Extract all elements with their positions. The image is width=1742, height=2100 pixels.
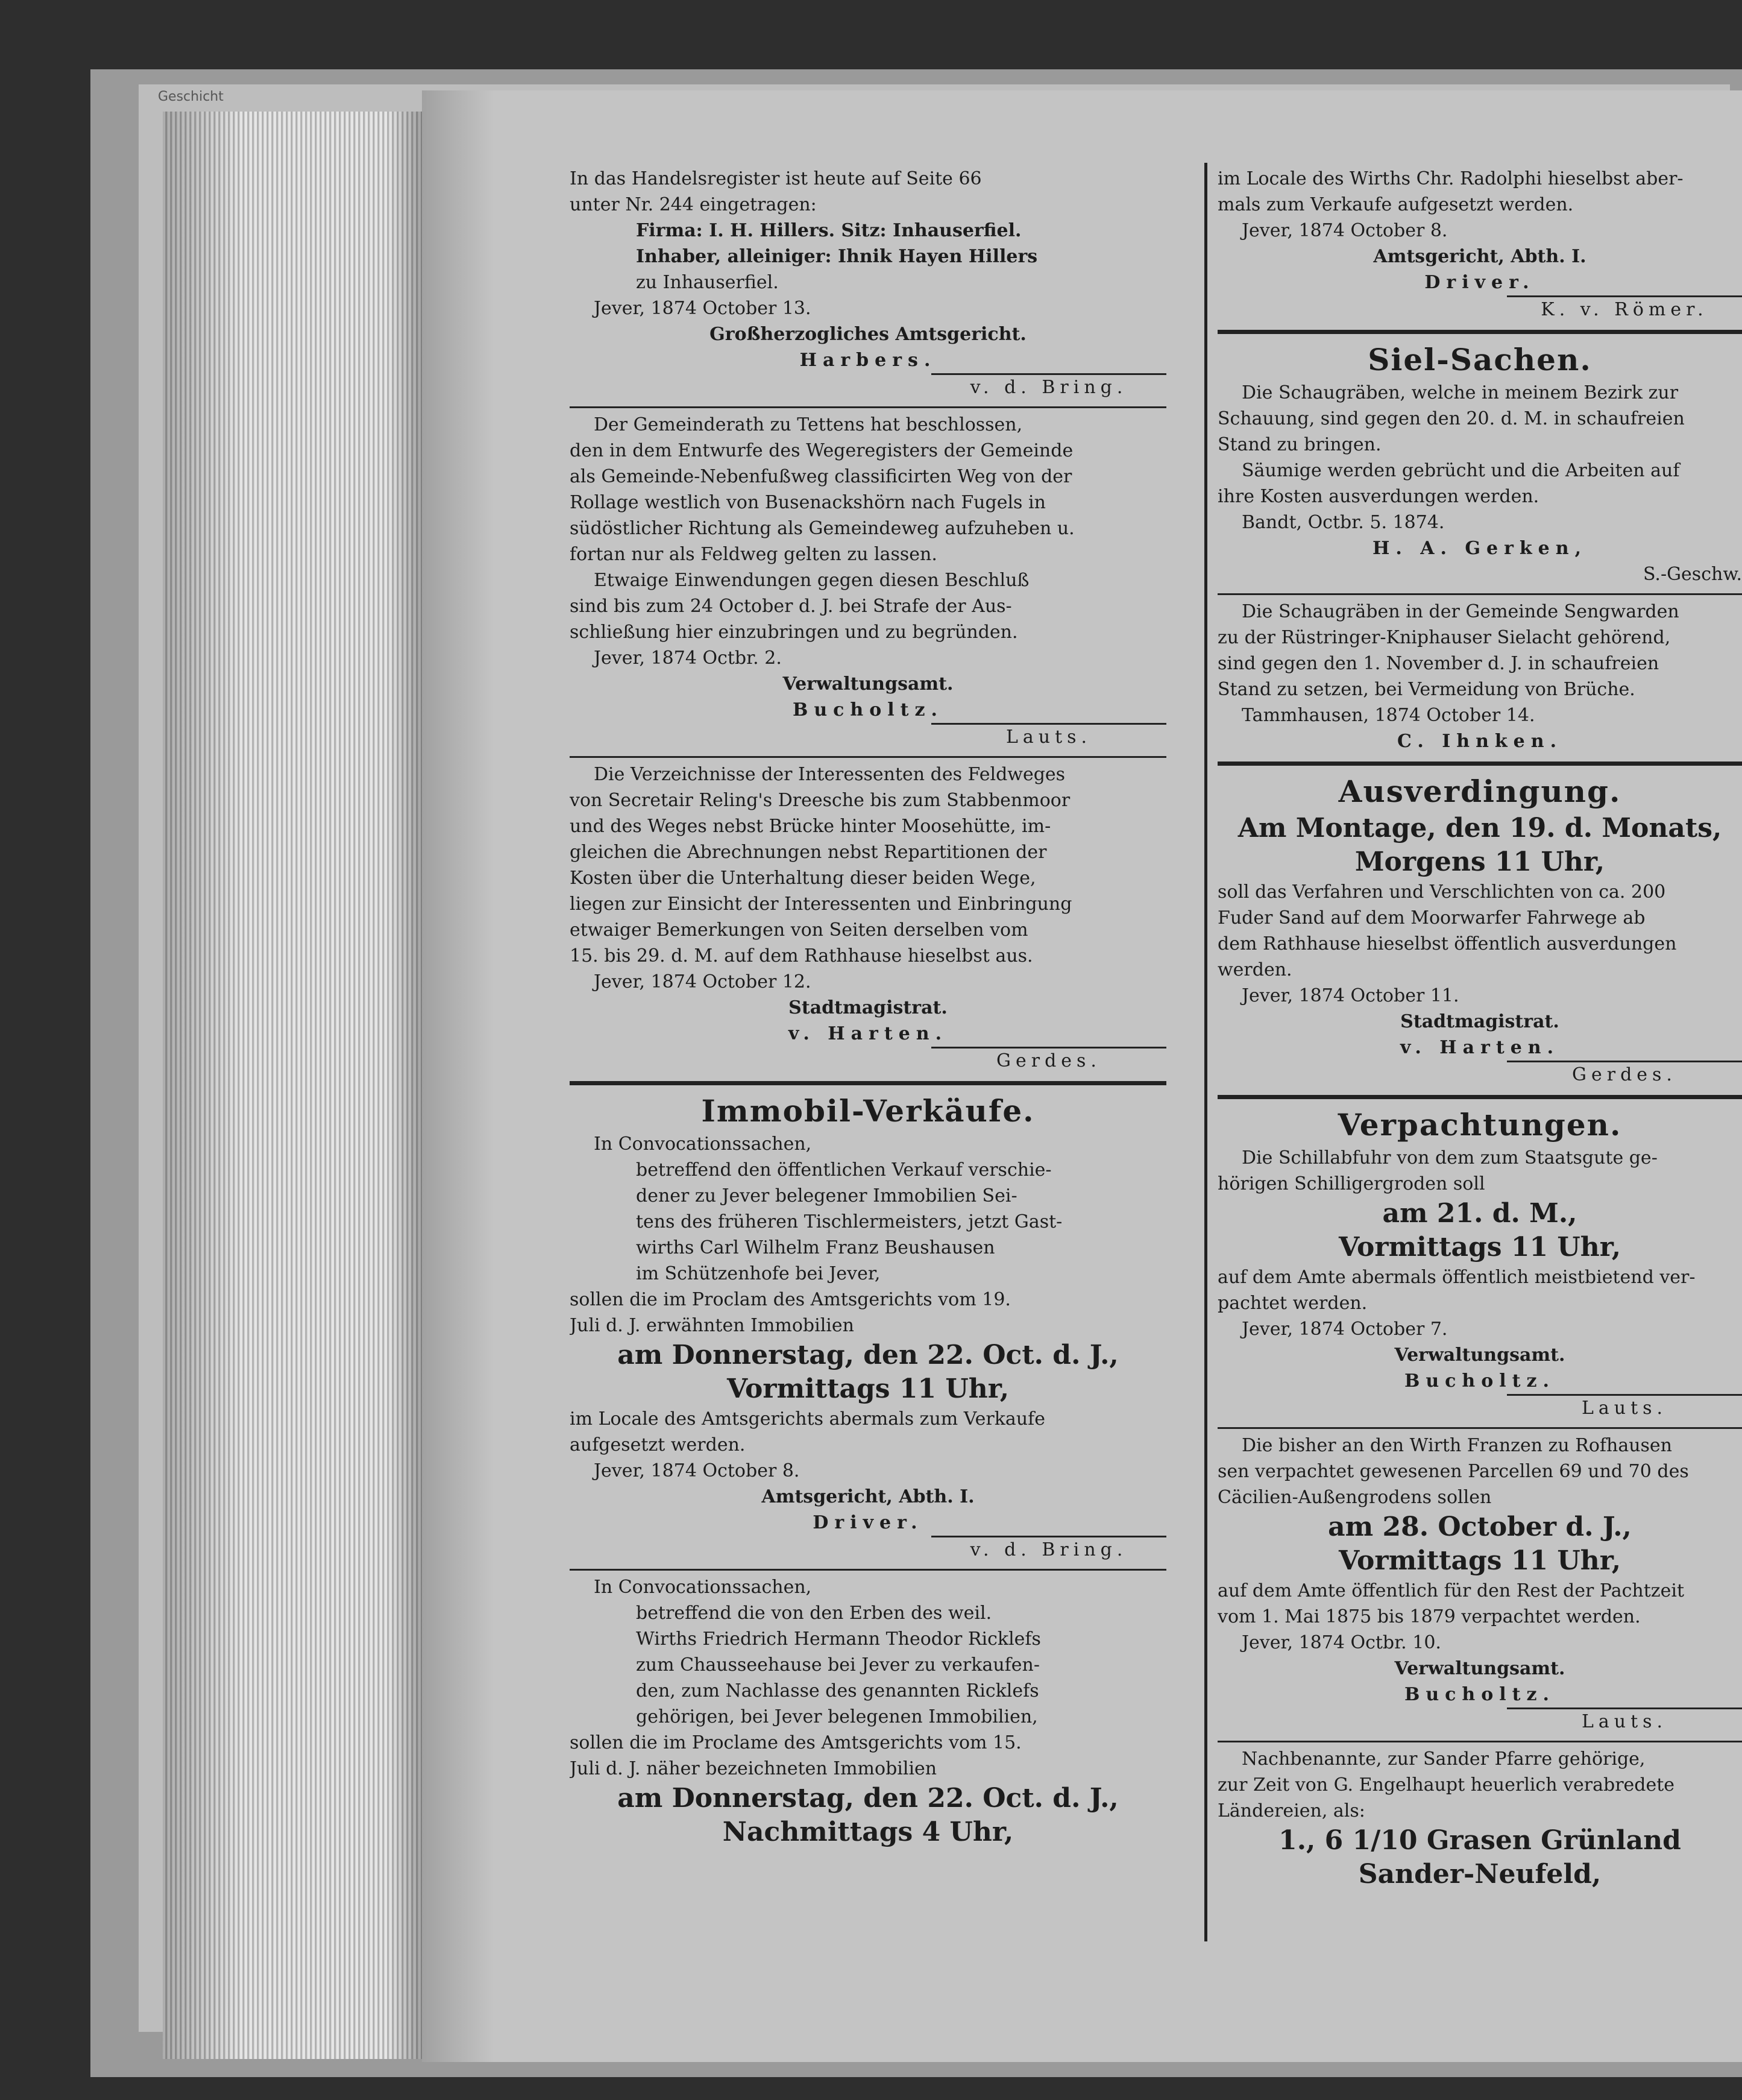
notice-line: von Secretair Reling's Dreesche bis zum Stabbenmoor (570, 790, 1071, 811)
notice-signature-title: S.-Geschw. (1643, 564, 1742, 585)
notice-line: im Locale des Wirths Chr. Radolphi hieselbst aber- (1218, 168, 1684, 189)
notice-immobil-verkauf-1 (570, 1091, 1166, 1563)
notice-line: zu Inhauserfiel. (636, 272, 779, 293)
notice-line: Kosten über die Unterhaltung dieser beiden Wege, (570, 868, 1036, 889)
notice-schaugraeben-sengwarden (1218, 599, 1742, 754)
page-edges-shadow (163, 112, 428, 2059)
notice-date-emphasis: Am Montage, den 19. d. Monats, (1237, 813, 1722, 843)
notice-line: als Gemeinde-Nebenfußweg classificirten Weg von der (570, 466, 1072, 487)
notice-line: gleichen die Abrechnungen nebst Repartitionen der (570, 842, 1047, 863)
notice-line: ihre Kosten ausverdungen werden. (1218, 486, 1539, 507)
notice-date: Jever, 1874 Octbr. 10. (1242, 1632, 1441, 1653)
notice-time-emphasis: Nachmittags 4 Uhr, (722, 1817, 1014, 1847)
section-divider (1218, 761, 1742, 766)
notice-continuation (1218, 166, 1742, 323)
gutter-shadow (422, 90, 494, 2062)
notice-line: mals zum Verkaufe aufgesetzt werden. (1218, 194, 1574, 215)
section-divider (1218, 330, 1742, 334)
notice-countersignature: Gerdes. (931, 1047, 1166, 1074)
notice-authority: Amtsgericht, Abth. I. (1373, 246, 1586, 267)
notice-line: hörigen Schilligergroden soll (1218, 1173, 1485, 1194)
notice-item-emphasis: 1., 6 1/10 Grasen Grünland (1278, 1825, 1681, 1856)
notice-date: Bandt, Octbr. 5. 1874. (1242, 512, 1445, 533)
section-heading: Verpachtungen. (1338, 1107, 1622, 1143)
notice-line: Juli d. J. näher bezeichneten Immobilien (570, 1758, 937, 1779)
notice-date: Jever, 1874 October 7. (1242, 1319, 1448, 1340)
notice-countersignature: v. d. Bring. (931, 1536, 1166, 1563)
notice-date-emphasis: am 28. October d. J., (1328, 1512, 1632, 1542)
notice-signature: v. Harten. (1400, 1037, 1560, 1058)
notice-date: Tammhausen, 1874 October 14. (1242, 705, 1535, 726)
notice-line: gehörigen, bei Jever belegenen Immobilien, (636, 1706, 1038, 1727)
notice-signature: Driver. (813, 1512, 923, 1533)
notice-line: Die Schaugräben, welche in meinem Bezirk zur (1242, 382, 1679, 403)
notice-line: Die bisher an den Wirth Franzen zu Rofhausen (1242, 1435, 1672, 1456)
notice-line: südöstlicher Richtung als Gemeindeweg aufzuheben u. (570, 518, 1075, 539)
notice-divider (570, 1569, 1166, 1571)
notice-line: sollen die im Proclame des Amtsgerichts vom 15. (570, 1732, 1022, 1753)
notice-line: Nachbenannte, zur Sander Pfarre gehörige, (1242, 1748, 1646, 1770)
notice-line: pachtet werden. (1218, 1293, 1368, 1314)
notice-date: Jever, 1874 October 8. (1242, 220, 1448, 241)
notice-line: sen verpachtet gewesenen Parcellen 69 und 70 des (1218, 1461, 1689, 1482)
notice-authority: Verwaltungsamt. (782, 673, 954, 695)
notice-divider (1218, 1741, 1742, 1742)
column-separator (1204, 163, 1207, 1941)
notice-date: Jever, 1874 Octbr. 2. (594, 648, 782, 669)
notice-line: werden. (1218, 959, 1292, 980)
notice-line: Säumige werden gebrücht und die Arbeiten auf (1242, 460, 1680, 481)
notice-signature: H. A. Gerken, (1372, 538, 1588, 559)
section-divider (570, 1081, 1166, 1085)
notice-line: Cäcilien-Außengrodens sollen (1218, 1487, 1492, 1508)
notice-line: schließung hier einzubringen und zu begründen. (570, 622, 1018, 643)
notice-line: betreffend den öffentlichen Verkauf verschie- (636, 1159, 1052, 1181)
notice-line: und des Weges nebst Brücke hinter Moosehütte, im- (570, 816, 1051, 837)
notice-line: aufgesetzt werden. (570, 1434, 746, 1455)
notice-handelsregister (570, 166, 1166, 400)
notice-line: zu der Rüstringer-Kniphauser Sielacht gehörend, (1218, 627, 1671, 648)
notice-line: soll das Verfahren und Verschlichten von ca. 200 (1218, 881, 1666, 903)
notice-line: den, zum Nachlasse des genannten Ricklefs (636, 1680, 1039, 1701)
notice-immobil-verkauf-2 (570, 1574, 1166, 1849)
notice-line: Der Gemeinderath zu Tettens hat beschlossen, (594, 414, 1023, 435)
notice-countersignature: Lauts. (1507, 1707, 1742, 1735)
notice-signature: Bucholtz. (793, 699, 943, 720)
notice-line: zur Zeit von G. Engelhaupt heuerlich verabredete (1218, 1774, 1675, 1796)
notice-line: Die Schaugräben in der Gemeinde Sengwarden (1242, 601, 1679, 622)
notice-line: Stand zu bringen. (1218, 434, 1382, 455)
notice-line: den in dem Entwurfe des Wegeregisters der Gemeinde (570, 440, 1074, 461)
notice-signature: v. Harten. (788, 1023, 948, 1044)
notice-line: dener zu Jever belegener Immobilien Sei- (636, 1185, 1017, 1206)
left-column (570, 166, 1166, 1849)
notice-line: Schauung, sind gegen den 20. d. M. in schaufreien (1218, 408, 1685, 429)
notice-line: sollen die im Proclam des Amtsgerichts vom 19. (570, 1289, 1011, 1310)
notice-siel-sachen (1218, 340, 1742, 587)
notice-date: Jever, 1874 October 12. (594, 971, 811, 992)
notice-line: Die Verzeichnisse der Interessenten des Feldweges (594, 764, 1066, 785)
right-column (1218, 166, 1742, 1891)
notice-divider (1218, 593, 1742, 595)
notice-line: Firma: I. H. Hillers. Sitz: Inhauserfiel. (636, 220, 1022, 241)
section-divider (1218, 1095, 1742, 1099)
notice-verzeichnisse (570, 761, 1166, 1074)
notice-line: liegen zur Einsicht der Interessenten und Einbringung (570, 894, 1072, 915)
notice-signature: Bucholtz. (1404, 1370, 1555, 1392)
notice-time-emphasis: Vormittags 11 Uhr, (726, 1373, 1010, 1404)
notice-date: Jever, 1874 October 13. (594, 298, 811, 319)
notice-line: 15. bis 29. d. M. auf dem Rathhause hieselbst aus. (570, 945, 1033, 966)
notice-line: vom 1. Mai 1875 bis 1879 verpachtet werden. (1218, 1606, 1641, 1627)
notice-signature: Driver. (1424, 272, 1535, 293)
notice-time-emphasis: Vormittags 11 Uhr, (1338, 1232, 1621, 1263)
notice-signature: C. Ihnken. (1397, 731, 1563, 752)
notice-date: Jever, 1874 October 11. (1242, 985, 1459, 1006)
notice-line: In das Handelsregister ist heute auf Seite 66 (570, 168, 982, 189)
notice-line: In Convocationssachen, (594, 1134, 812, 1155)
notice-divider (570, 756, 1166, 758)
notice-authority: Verwaltungsamt. (1394, 1345, 1565, 1366)
notice-line: Wirths Friedrich Hermann Theodor Ricklefs (636, 1629, 1041, 1650)
notice-verpachtungen (1218, 1105, 1742, 1421)
notice-signature: Harbers. (799, 350, 937, 371)
notice-line: auf dem Amte öffentlich für den Rest der Pachtzeit (1218, 1580, 1684, 1601)
notice-line: sind gegen den 1. November d. J. in schaufreien (1218, 653, 1659, 674)
notice-authority: Stadtmagistrat. (1400, 1011, 1559, 1032)
notice-countersignature: K. v. Römer. (1507, 295, 1742, 323)
back-page-label: Geschicht (158, 89, 224, 104)
notice-authority: Großherzogliches Amtsgericht. (709, 324, 1027, 345)
notice-ausverdingung (1218, 772, 1742, 1088)
notice-countersignature: Lauts. (1507, 1394, 1742, 1421)
notice-line: wirths Carl Wilhelm Franz Beushausen (636, 1237, 995, 1258)
section-heading: Ausverdingung. (1338, 774, 1621, 809)
notice-line: In Convocationssachen, (594, 1577, 812, 1598)
notice-authority: Stadtmagistrat. (788, 997, 948, 1018)
notice-signature: Bucholtz. (1404, 1684, 1555, 1705)
notice-authority: Verwaltungsamt. (1394, 1658, 1565, 1679)
notice-line: dem Rathhause hieselbst öffentlich ausverdungen (1218, 933, 1677, 954)
notice-line: Fuder Sand auf dem Moorwarfer Fahrwege ab (1218, 907, 1646, 929)
notice-line: zum Chausseehause bei Jever zu verkaufen- (636, 1654, 1040, 1676)
notice-sander-pfarre (1218, 1746, 1742, 1891)
notice-countersignature: v. d. Bring. (931, 373, 1166, 400)
notice-time-emphasis: Morgens 11 Uhr, (1354, 847, 1605, 877)
notice-divider (570, 406, 1166, 408)
notice-line: im Schützenhofe bei Jever, (636, 1263, 881, 1284)
notice-line: im Locale des Amtsgerichts abermals zum Verkaufe (570, 1408, 1045, 1430)
notice-line: sind bis zum 24 October d. J. bei Strafe der Aus- (570, 596, 1012, 617)
notice-parcellen-verpachtung (1218, 1433, 1742, 1735)
notice-divider (1218, 1427, 1742, 1429)
section-heading: Immobil-Verkäufe. (701, 1093, 1035, 1129)
notice-gemeinderath-tettens (570, 412, 1166, 750)
notice-authority: Amtsgericht, Abth. I. (761, 1486, 975, 1507)
notice-time-emphasis: Vormittags 11 Uhr, (1338, 1545, 1621, 1576)
notice-line: etwaiger Bemerkungen von Seiten derselben vom (570, 919, 1028, 941)
notice-item-emphasis: Sander-Neufeld, (1358, 1859, 1602, 1890)
notice-date-emphasis: am 21. d. M., (1382, 1198, 1577, 1229)
notice-line: Stand zu setzen, bei Vermeidung von Brüche. (1218, 679, 1635, 700)
section-heading: Siel-Sachen. (1368, 342, 1592, 377)
notice-countersignature: Lauts. (931, 723, 1166, 750)
notice-countersignature: Gerdes. (1507, 1061, 1742, 1088)
notice-line: Rollage westlich von Busenackshörn nach Fugels in (570, 492, 1046, 513)
notice-date: Jever, 1874 October 8. (594, 1460, 800, 1481)
notice-line: tens des früheren Tischlermeisters, jetzt Gast- (636, 1211, 1063, 1232)
notice-line: Die Schillabfuhr von dem zum Staatsgute ge- (1242, 1147, 1658, 1168)
notice-line: Juli d. J. erwähnten Immobilien (570, 1315, 854, 1336)
notice-line: Etwaige Einwendungen gegen diesen Beschluß (594, 570, 1030, 591)
notice-line: betreffend die von den Erben des weil. (636, 1603, 992, 1624)
notice-line: Inhaber, alleiniger: Ihnik Hayen Hillers (636, 246, 1038, 267)
notice-date-emphasis: am Donnerstag, den 22. Oct. d. J., (617, 1340, 1119, 1370)
notice-line: Ländereien, als: (1218, 1800, 1365, 1821)
notice-date-emphasis: am Donnerstag, den 22. Oct. d. J., (617, 1783, 1119, 1814)
notice-line: fortan nur als Feldweg gelten zu lassen. (570, 544, 937, 565)
notice-line: unter Nr. 244 eingetragen: (570, 194, 817, 215)
notice-line: auf dem Amte abermals öffentlich meistbietend ver- (1218, 1267, 1696, 1288)
